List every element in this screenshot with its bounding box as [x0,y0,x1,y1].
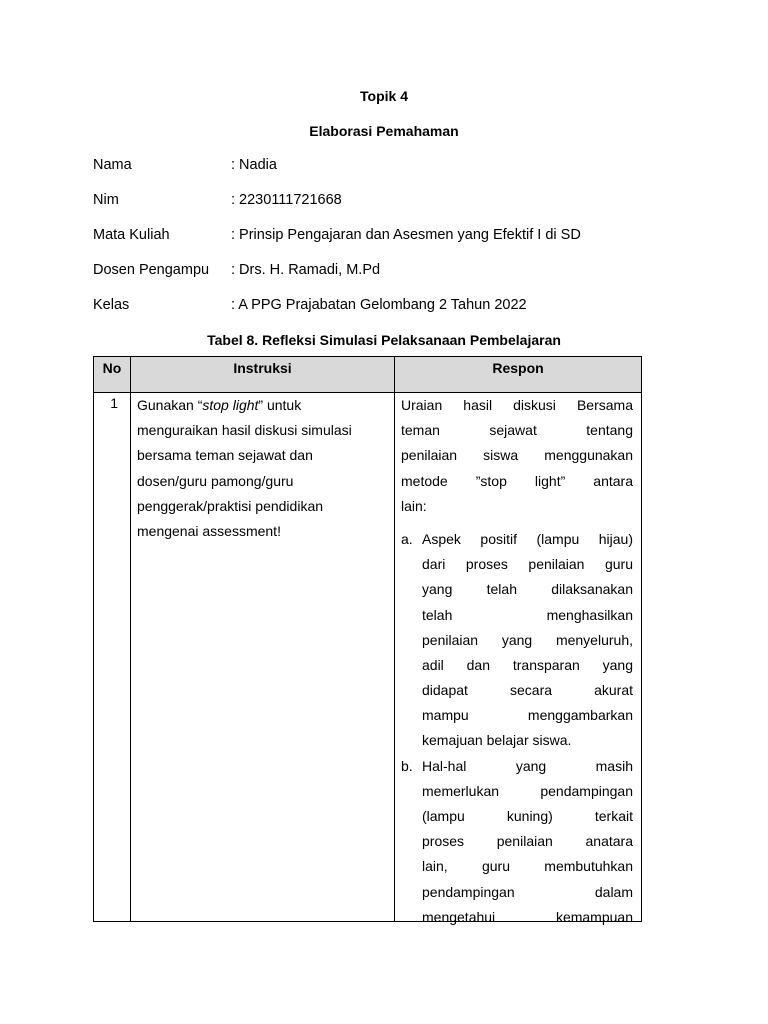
topic-title: Topik 4 [360,88,408,104]
info-value: : Prinsip Pengajaran dan Asesmen yang Efektif I di SD [231,227,581,243]
list-item-line: kemajuan belajar siswa. [422,732,572,749]
instruction-prefix: Gunakan “ [137,397,203,413]
list-item-line: Hal-hal yang masih [422,757,633,774]
instruction-line: menguraikan hasil diskusi simulasi [137,422,352,439]
instruction-suffix: ” untuk [258,397,302,413]
response-intro-line: penilaian siswa menggunakan [401,447,633,464]
list-item-line: memerlukan pendampingan [422,782,633,799]
list-item-line: Aspek positif (lampu hijau) [422,530,633,547]
instruction-cell [137,393,385,544]
header-instruksi: Instruksi [233,360,292,376]
instruction-line: mengenai assessment! [137,523,281,540]
list-item-line: mampu menggambarkan [422,707,633,724]
table-caption-text: Tabel 8. Refleksi Simulasi Pelaksanaan Pembelajaran [207,332,561,348]
list-item-line: dari proses penilaian guru [422,556,633,573]
list-item-line: telah menghasilkan [422,606,633,623]
info-value: : 2230111721668 [231,192,342,208]
table-header-row [94,357,641,393]
list-marker: a. [401,530,413,547]
info-label: Nama [93,157,132,173]
list-item [401,527,633,754]
info-label: Nim [93,192,119,208]
list-item-line: adil dan transparan yang [422,656,633,673]
header-no: No [102,360,122,376]
instruction-line: dosen/guru pamong/guru [137,472,294,489]
list-item-line: proses penilaian anatara [422,833,633,850]
reflection-table [93,356,642,925]
info-label: Dosen Pengampu [93,262,210,278]
list-item-line: penilaian yang menyeluruh, [422,631,633,648]
document-subtitle: Elaborasi Pemahaman [309,123,459,139]
list-item [401,754,633,930]
list-marker: b. [401,757,413,774]
row-number: 1 [110,395,118,411]
response-intro-line: teman sejawat tentang [401,422,633,439]
instruction-italic: stop light [202,397,259,413]
instruction-first-line [137,393,385,418]
response-intro-line: metode ”stop light” antara [401,472,633,489]
info-label: Kelas [93,297,130,313]
list-item-line: (lampu kuning) terkait [422,808,633,824]
header-respon: Respon [492,360,544,376]
column-divider [130,357,131,921]
response-intro-line: lain: [401,497,427,514]
info-value: : Drs. H. Ramadi, M.Pd [231,262,381,278]
info-value: : Nadia [231,157,277,173]
list-item-line: didapat secara akurat [422,682,633,699]
column-divider [394,357,395,921]
instruction-line: penggerak/praktisi pendidikan [137,497,324,514]
list-item-line: yang telah dilaksanakan [422,581,633,598]
response-list [401,527,633,930]
instruction-line: bersama teman sejawat dan [137,447,313,464]
response-intro-line: Uraian hasil diskusi Bersama [401,397,633,413]
list-item-line: pendampingan dalam [422,883,633,900]
list-item-line: lain, guru membutuhkan [422,858,633,875]
response-cell [401,393,633,930]
info-value: : A PPG Prajabatan Gelombang 2 Tahun 2022 [231,297,527,313]
info-label: Mata Kuliah [93,227,170,243]
table-caption [0,332,768,348]
list-item-line: mengetahui kemampuan [422,908,633,925]
